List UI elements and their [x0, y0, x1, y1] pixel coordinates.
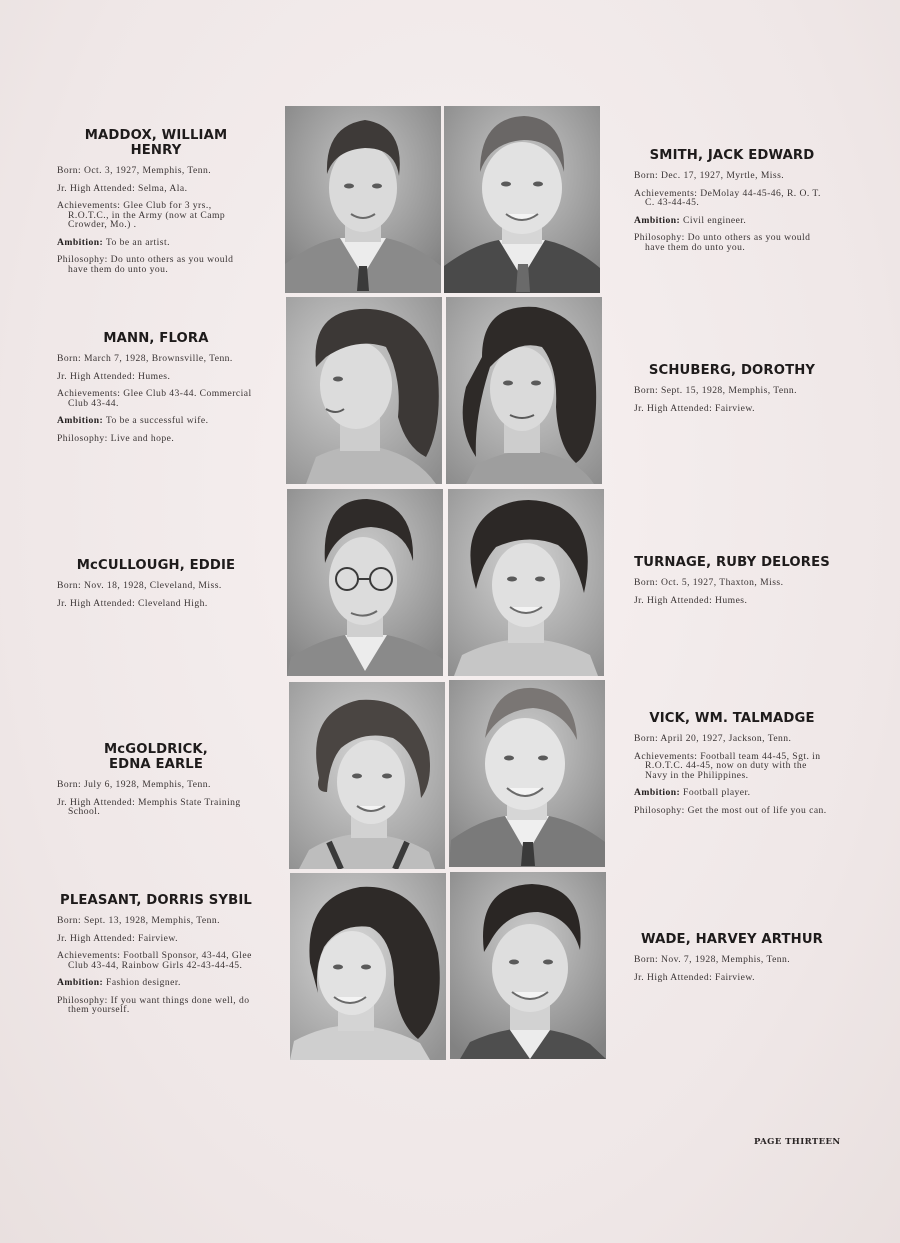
student-photo [290, 873, 446, 1060]
student-born: Born: Dec. 17, 1927, Myrtle, Miss. [634, 170, 785, 181]
student-entry-turnage [634, 555, 830, 613]
student-name: SCHUBERG, DOROTHY [648, 363, 816, 378]
student-achievements: Achievements: Football Sponsor, 43-44, Glee Club 43-44, Rainbow Girls 42-43-44-45. [57, 950, 252, 971]
student-photo [444, 106, 600, 293]
student-name: TURNAGE, RUBY DELORES [634, 555, 830, 570]
student-philosophy: Philosophy: Do unto others as you would have them do unto you. [634, 232, 811, 253]
student-ambition: Ambition: To be an artist. [57, 236, 170, 248]
student-entry-wade [634, 932, 830, 990]
student-jr-high: Jr. High Attended: Memphis State Training School. [57, 796, 241, 817]
student-entry-mcgoldrick [57, 742, 255, 825]
student-achievements: Achievements: DeMolay 44-45-46, R. O. T. C. 43-44-45. [634, 187, 821, 208]
student-name: McCULLOUGH, EDDIE [76, 558, 236, 573]
student-achievements: Achievements: Football team 44-45, Sgt. in R.O.T.C. 44-45, now on duty with the Navy in the Philippines. [634, 750, 821, 781]
student-photo [287, 489, 443, 676]
student-name: PLEASANT, DORRIS SYBIL [60, 893, 252, 908]
student-ambition: Ambition: Football player. [634, 787, 751, 798]
student-name: WADE, HARVEY ARTHUR [641, 932, 823, 947]
page-number: PAGE THIRTEEN [754, 1137, 841, 1147]
student-name: MADDOX, WILLIAM HENRY [84, 128, 228, 158]
student-entry-maddox [57, 128, 255, 282]
student-photo [446, 297, 602, 484]
student-entry-mccullough [57, 558, 255, 616]
student-name: VICK, WM. TALMADGE [649, 711, 815, 726]
student-name: McGOLDRICK, EDNA EARLE [104, 742, 208, 772]
student-name: SMITH, JACK EDWARD [649, 148, 815, 163]
student-born: Born: Sept. 13, 1928, Memphis, Tenn. [57, 915, 220, 926]
student-born: Born: March 7, 1928, Brownsville, Tenn. [57, 353, 233, 364]
student-entry-mann [57, 331, 255, 451]
student-jr-high: Jr. High Attended: Humes. [634, 594, 748, 606]
student-born: Born: Nov. 18, 1928, Cleveland, Miss. [57, 580, 222, 591]
student-entry-schuberg [634, 363, 830, 421]
student-philosophy: Philosophy: If you want things done well, do them yourself. [57, 994, 250, 1015]
student-ambition: Ambition: Fashion designer. [57, 977, 181, 988]
student-jr-high: Jr. High Attended: Fairview. [57, 932, 178, 944]
student-photo [449, 680, 605, 867]
student-born: Born: Sept. 15, 1928, Memphis, Tenn. [634, 385, 797, 396]
student-born: Born: Oct. 3, 1927, Memphis, Tenn. [57, 165, 212, 176]
student-philosophy: Philosophy: Do unto others as you would have them do unto you. [57, 254, 234, 275]
student-entry-vick [634, 711, 830, 823]
student-ambition: Ambition: To be a successful wife. [57, 415, 209, 426]
student-born: Born: Oct. 5, 1927, Thaxton, Miss. [634, 577, 784, 588]
student-philosophy: Philosophy: Get the most out of life you can. [634, 804, 827, 816]
student-jr-high: Jr. High Attended: Fairview. [634, 402, 755, 414]
student-born: Born: July 6, 1928, Memphis, Tenn. [57, 779, 211, 790]
student-photo [285, 106, 441, 293]
student-jr-high: Jr. High Attended: Humes. [57, 370, 171, 382]
student-born: Born: April 20, 1927, Jackson, Tenn. [634, 733, 792, 744]
student-entry-pleasant [57, 893, 255, 1023]
student-ambition: Ambition: Civil engineer. [634, 214, 747, 226]
student-entry-smith [634, 148, 830, 260]
student-photo [448, 489, 604, 676]
student-achievements: Achievements: Glee Club for 3 yrs., R.O.T.C., in the Army (now at Camp Crowder, Mo.) . [57, 200, 226, 230]
student-jr-high: Jr. High Attended: Fairview. [634, 971, 755, 983]
student-philosophy: Philosophy: Live and hope. [57, 432, 175, 444]
student-achievements: Achievements: Glee Club 43-44. Commercial Club 43-44. [57, 388, 252, 409]
student-jr-high: Jr. High Attended: Selma, Ala. [57, 182, 188, 194]
student-photo [289, 682, 445, 869]
student-name: MANN, FLORA [103, 331, 209, 346]
student-photo [450, 872, 606, 1059]
student-photo [286, 297, 442, 484]
student-born: Born: Nov. 7, 1928, Memphis, Tenn. [634, 954, 791, 965]
student-jr-high: Jr. High Attended: Cleveland High. [57, 597, 208, 609]
